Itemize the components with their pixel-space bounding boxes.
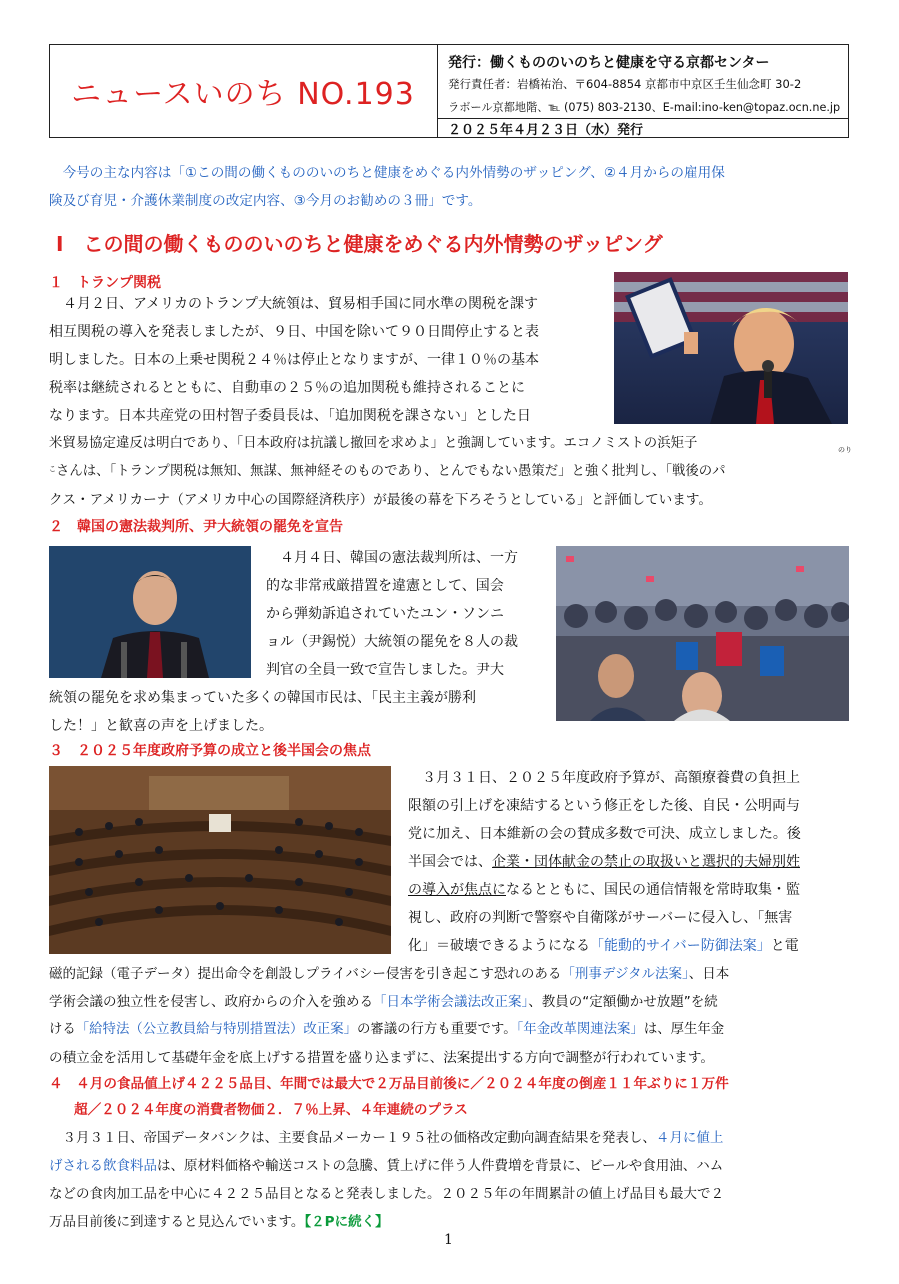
item2-line-2: 的な非常戒厳措置を違憲として、国会 xyxy=(266,578,504,594)
item4-line-3: などの食肉加工品を中心に４２２５品目となると発表しました。２０２５年の年間累計の値上げ品目も最大で２ xyxy=(49,1186,724,1202)
kyutoku-law-bill: 「給特法（公立教員給与特別措置法）改正案」 xyxy=(75,1022,357,1037)
item4-line-2-b: は、原材料価格や輸送コストの急騰、賃上げに伴う人件費増を背景に、ビールや食用油、ハム xyxy=(157,1158,724,1174)
item3-line-4-a: 半国会では、 xyxy=(408,854,492,870)
item4-line-2-blue: げされる飲食料品 xyxy=(49,1158,157,1174)
item3-line-10-e: は、厚生年金 xyxy=(643,1022,725,1037)
item3-line-5 xyxy=(408,876,800,904)
item3-line-11: の積立金を活用して基礎年金を底上げする措置を盛り込まずに、法案提出する方向で調整が行われています。 xyxy=(49,1050,715,1066)
item1-line-8: クス・アメリカーナ（アメリカ中心の国際経済秩序）が最後の幕を下ろそうとしている」と評価しています。 xyxy=(49,492,712,508)
item3-line-3: 党に加え、日本維新の会の賛成多数で可決、成立しました。後 xyxy=(408,826,801,842)
yoon-photo xyxy=(49,546,251,678)
science-council-bill: 「日本学術会議法改正案」 xyxy=(373,994,529,1010)
ruby-ko: こ xyxy=(49,465,56,473)
item3-line-10-c: の審議の行方も重要です。 xyxy=(356,1022,517,1037)
item3-line-5-b: なるとともに、国民の通信情報を常時取集・監 xyxy=(506,882,800,898)
item1-line-6: 米貿易協定違反は明白であり、「日本政府は抗議し撤回を求めよ」と強調しています。エコノミストの浜矩子 xyxy=(49,436,698,451)
item3-line-9-c: 、教員の“定額働かせ放題”を続 xyxy=(528,994,718,1010)
item1-line-5: なります。日本共産党の田村智子委員長は、「追加関税を課さない」とした日 xyxy=(49,408,531,424)
korea-crowd-photo xyxy=(556,546,849,721)
criminal-digital-bill: 「刑事デジタル法案」 xyxy=(561,966,689,982)
item4-line-2 xyxy=(49,1152,723,1180)
section-title: Ⅰ この間の働くもののいのちと健康をめぐる内外情勢のザッピング xyxy=(56,232,663,256)
contact-info: ラボール京都地階、℡ (075) 803-2130、E-mail:ino-ken@topaz.ocn.ne.jp xyxy=(448,101,841,114)
issue-date: ２０２５年４月２３日（水）発行 xyxy=(448,123,644,138)
item1-heading: １ トランプ関税 xyxy=(49,275,161,291)
item2-line-7: した！」と歓喜の声を上げました。 xyxy=(49,718,273,734)
item3-line-2: 限額の引上げを凍結するという修正をした後、自民・公明両与 xyxy=(408,798,800,814)
item3-line-1: ３月３１日、２０２５年度政府予算が、高額療養費の負担上 xyxy=(408,770,800,786)
page-number: 1 xyxy=(444,1232,453,1248)
item2-line-1: ４月４日、韓国の憲法裁判所は、一方 xyxy=(266,550,518,566)
item3-line-9 xyxy=(49,988,718,1016)
item3-line-5-underlined: の導入が焦点に xyxy=(408,882,506,898)
item1-line-3: 明しました。日本の上乗せ関税２４％は停止となりますが、一律１０％の基本 xyxy=(49,352,539,368)
item3-line-9-a: 学術会議の独立性を侵害し、政府からの介入を強める xyxy=(49,994,373,1010)
item3-heading: ３ ２０２５年度政府予算の成立と後半国会の焦点 xyxy=(49,743,371,759)
item3-line-7-c: と電 xyxy=(770,938,799,954)
item1-line-1: ４月２日、アメリカのトランプ大統領は、貿易相手国に同水準の関税を課す xyxy=(49,296,539,312)
item4-heading-2: 超／２０２４年度の消費者物価２．７％上昇、４年連続のプラス xyxy=(74,1102,468,1118)
item1-line-2: 相互関税の導入を発表しましたが、９日、中国を除いて９０日間停止すると表 xyxy=(49,324,539,340)
trump-photo xyxy=(614,272,848,424)
publisher: 発行：働くもののいのちと健康を守る京都センター xyxy=(448,55,770,71)
item2-line-3: から弾劾訴追されていたユン・ソンニ xyxy=(266,606,504,622)
pension-reform-bill: 「年金改革関連法案」 xyxy=(516,1022,644,1037)
intro-line-1: 今号の主な内容は「①この間の働くもののいのちと健康をめぐる内外情勢のザッピング、②４月からの雇用保 xyxy=(49,165,725,181)
item4-heading-1: ４ ４月の食品値上げ４２２５品目、年間では最大で２万品目前後に／２０２４年度の倒産１１年ぶりに１万件 xyxy=(49,1076,729,1092)
item3-line-8-a: 磁的記録（電子データ）提出命令を創設しプライバシー侵害を引き起こす恐れのある xyxy=(49,966,562,982)
item3-line-10 xyxy=(49,1016,724,1044)
active-cyber-defense-bill: 「能動的サイバー防御法案」 xyxy=(590,938,771,954)
item1-line-7: さんは、「トランプ関税は無知、無謀、無神経そのものであり、とんでもない愚策だ」と強く批判し、「戦後のパ xyxy=(56,464,726,479)
item3-line-4 xyxy=(408,848,800,876)
item4-line-1-a: ３月３１日、帝国データバンクは、主要食品メーカー１９５社の価格改定動向調査結果を発表し、 xyxy=(49,1130,656,1146)
item2-heading: ２ 韓国の憲法裁判所、尹大統領の罷免を宣告 xyxy=(49,519,343,535)
item4-line-4 xyxy=(49,1208,389,1236)
diet-chamber-photo xyxy=(49,766,391,954)
item3-line-7 xyxy=(408,932,799,960)
masthead-title: ニュースいのち NO.193 xyxy=(71,77,415,112)
item3-line-7-a: 化」＝破壊できるようになる xyxy=(408,938,590,954)
item3-line-8-c: 、日本 xyxy=(688,966,730,982)
item3-line-6: 視し、政府の判断で警察や自衛隊がサーバーに侵入し、「無害 xyxy=(408,910,793,926)
item4-line-1 xyxy=(49,1124,723,1152)
item3-line-4-underlined: 企業・団体献金の禁止の取扱いと選択的夫婦別姓 xyxy=(492,854,800,870)
item1-line-4: 税率は継続されるとともに、自動車の２５％の追加関税も維持されることに xyxy=(49,380,525,396)
item2-line-4: ョル（尹錫悦）大統領の罷免を８人の裁 xyxy=(266,634,518,650)
item3-line-10-a: ける xyxy=(49,1022,76,1037)
item3-line-8 xyxy=(49,960,729,988)
responsible-person: 発行責任者：岩橋祐治、〒604-8854 京都市中京区壬生仙念町 30-2 xyxy=(448,77,802,91)
item4-line-4-a: 万品目前後に到達すると見込んでいます。 xyxy=(49,1214,305,1230)
item2-line-6: 統領の罷免を求め集まっていた多くの韓国市民は、「民主主義が勝利 xyxy=(49,690,476,706)
intro-line-2: 険及び育児・介護休業制度の改定内容、③今月のお勧めの３冊」です。 xyxy=(49,193,482,209)
masthead-cell xyxy=(49,44,438,138)
item4-line-1-blue: ４月に値上 xyxy=(655,1130,724,1146)
continued-on-page-2: 【２Pに続く】 xyxy=(304,1214,389,1230)
item2-line-5: 判官の全員一致で宣告しました。尹大 xyxy=(266,662,504,678)
ruby-nori: のり xyxy=(838,446,852,454)
